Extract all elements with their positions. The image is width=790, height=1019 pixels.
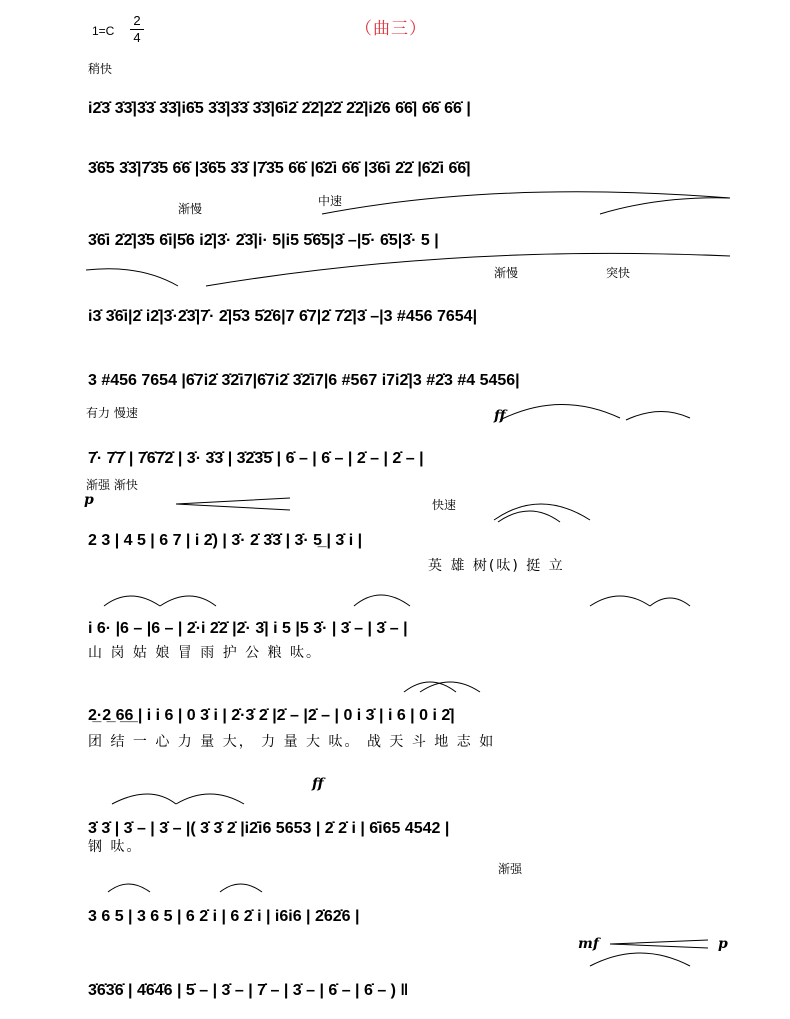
tempo-label: 突快 — [606, 266, 631, 280]
notation-line: 3 #456 7654 |6̇7i2̇ 3̇2̇i7|6̇7i2̇ 3̇2̇i7|6 #567 i7i2̇|3 #2̇3 #4 5456| — [88, 372, 520, 389]
slur — [86, 269, 178, 286]
decrescendo-hairpin — [610, 940, 708, 948]
slur — [500, 404, 620, 420]
notation-line: i3̇ 3̇6̇i|2̇ i2̇|3̇·2̇3̇|7̇· 2̇|5̇3 5̇2̇6|7 6̇7|2̇ 7̇2̇|3̇ –|3 #456 7654| — [88, 308, 478, 325]
notation-line: 3 6 5 | 3 6 5 | 6 2̇ i | 6 2̇ i | i6i6 | 2̇62̇6 | — [88, 908, 360, 925]
lyric-line: 团 结 一 心 力 量 大， 力 量 大 呔。 战 天 斗 地 志 如 — [88, 734, 496, 750]
lyric-line: 英 雄 树(呔) 挺 立 — [428, 558, 565, 574]
key-signature: 1=C — [92, 24, 115, 38]
tempo-label: 渐强 渐快 — [86, 478, 138, 492]
tempo-label: 稍快 — [88, 62, 113, 76]
time-signature-top: 2 — [133, 13, 141, 28]
staff-row-6 — [88, 428, 740, 468]
staff-row-8 — [88, 598, 740, 638]
notation-line: 2̲·2̲ 6̲6̲ | i i 6 | 0 3̇ i | 2̇·3̇ 2̇ |2̇ – |2̇ – | 0 i 3̇ | i 6 | 0 i 2̇| — [88, 707, 455, 724]
staff-row-2 — [88, 138, 740, 178]
staff-row-9 — [88, 685, 740, 725]
tempo-label: 渐慢 — [494, 266, 519, 280]
dynamic-mark: p — [718, 936, 728, 952]
tempo-label: 有力 慢速 — [86, 406, 138, 420]
staff-row-5 — [88, 350, 740, 390]
staff-row-4 — [88, 286, 740, 326]
slur — [626, 411, 690, 420]
dynamic-mark: ff — [312, 776, 324, 792]
notation-line: 2 3 | 4 5 | 6 7 | i 2̇) | 3̇· 2̇ 3̇3̇ | 3̇· 5̲ | 3̇ i | — [88, 532, 363, 549]
tempo-label: 渐慢 — [178, 202, 203, 216]
tempo-label: 中速 — [318, 194, 343, 208]
notation-line: 3̇6̇i 2̇2̇|3̇5 6̇i|5̇6 i2̇|3̇· 2̇3̇|i· 5|i5 5̇6̇5|3̇ –|5̇· 6̇5|3̇· 5 | — [88, 232, 439, 249]
staff-row-12 — [88, 960, 740, 1000]
slur — [206, 253, 730, 286]
notation-line: 3̇ 3̇ | 3̇ – | 3̇ – |( 3̇ 3̇ 2̇ |i2̇i6 5653 | 2̇ 2̇ i | 6̇i65 4542 | — [88, 820, 450, 837]
notation-line: 3̇6̇5 3̇3̇|7̇3̇5 6̇6̇ |3̇6̇5 3̇3̇ |7̇3̇5 6̇6̇ |6̇2̇i 6̇6̇ |3̇6̇i 2̇2̇ |6̇2̇i 6̇6̇| — [88, 160, 471, 177]
notation-line: i2̇3̇ 3̇3̇|3̇3̇ 3̇3̇|i6̇5 3̇3̇|3̇3̇ 3̇3̇|6̇i2̇ 2̇2̇|2̇2̇ 2̇2̇|i2̇6 6̇6̇| 6̇6̇ 6̇6̇ | — [88, 100, 471, 117]
staff-row-11 — [88, 886, 740, 926]
score-title: （曲三） — [355, 19, 427, 39]
time-signature — [130, 14, 144, 45]
crescendo-hairpin — [176, 498, 290, 510]
time-signature-bottom: 4 — [133, 30, 141, 45]
staff-row-1 — [88, 78, 740, 118]
tempo-label: 渐强 — [498, 862, 523, 876]
dynamic-mark: p — [84, 492, 94, 508]
dynamic-mark: mf — [578, 936, 599, 952]
notation-line: i 6· |6 – |6 – | 2̇·i 2̇2̇ |2̇· 3̇| i 5 |5 3̇· | 3̇ – | 3̇ – | — [88, 620, 408, 637]
dynamic-mark: ff — [494, 408, 506, 424]
notation-line: 3̇6̇3̇6̇ | 4̇6̇4̇6 | 5̇ – | 3̇ – | 7̇ – | 3̇ – | 6̇ – | 6̇ – ) ‖ — [88, 982, 409, 999]
lyric-line: 山 岗 姑 娘 冒 雨 护 公 粮 呔。 — [88, 645, 323, 661]
staff-row-7 — [88, 510, 740, 550]
lyric-line: 钢 呔。 — [88, 839, 143, 855]
tempo-label: 快速 — [432, 498, 457, 512]
notation-line: 7̇· 7̇7̇ | 7̇6̇7̇2̇ | 3̇· 3̇3̇ | 3̇2̇3̇5̇ | 6̇ – | 6̇ – | 2̇ – | 2̇ – | — [88, 450, 424, 467]
staff-row-10 — [88, 798, 740, 838]
